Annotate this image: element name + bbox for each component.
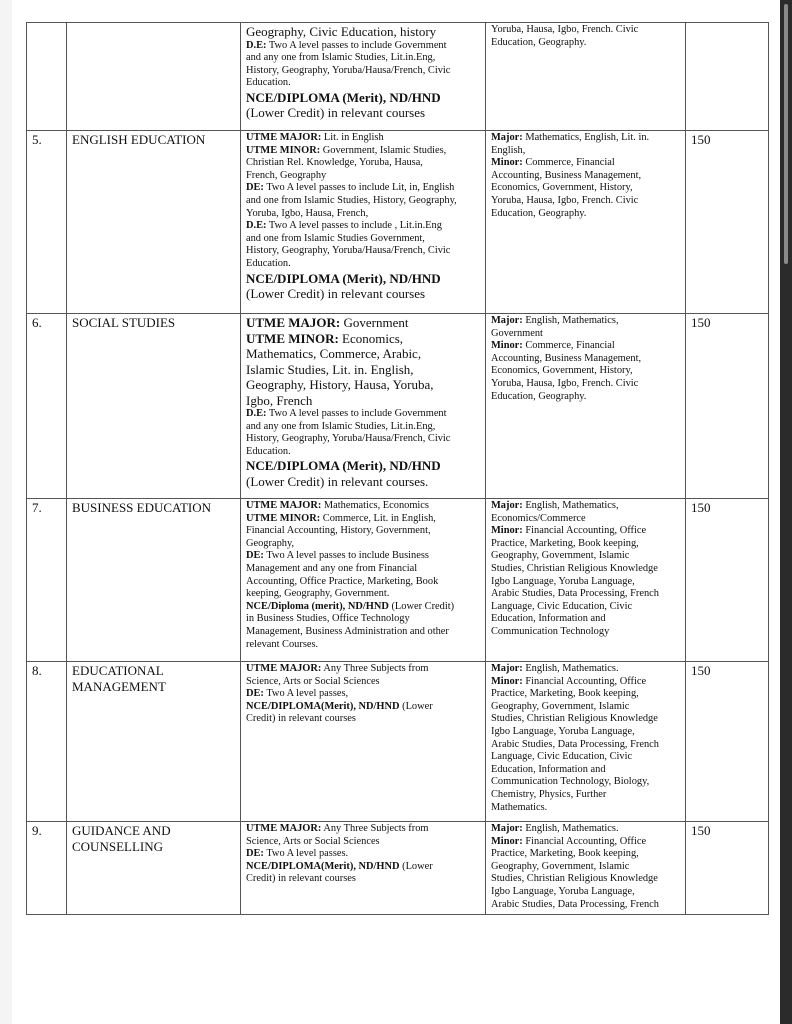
requirement-line: History, Geography, Yoruba/Hausa/French, Civic — [246, 64, 451, 76]
subject-line: Minor: Commerce, Financial — [491, 157, 615, 169]
subject-line: Economics/Commerce — [491, 512, 586, 524]
requirement-line: Management, Business Administration and other — [246, 625, 449, 637]
requirement-line: D.E: Two A level passes to include Government — [246, 39, 447, 51]
requirement-line: NCE/Diploma (merit), ND/HND (Lower Credit) — [246, 600, 455, 612]
requirement-line: Islamic Studies, Lit. in. English, — [246, 361, 414, 377]
subject-line: Yoruba, Hausa, Igbo, French. Civic — [491, 377, 639, 389]
programme-cell — [67, 23, 241, 131]
subject-line: Education, Geography. — [491, 36, 587, 48]
serial-number-cell — [27, 23, 67, 131]
requirement-line: Education. — [246, 257, 291, 269]
subject-line: Igbo Language, Yoruba Language, — [491, 885, 635, 897]
table-row — [27, 822, 769, 915]
requirement-line: UTME MAJOR: Any Three Subjects from — [246, 663, 429, 674]
requirement-line: and one from Islamic Studies, History, Geography, — [246, 194, 457, 206]
subject-line: Yoruba, Hausa, Igbo, French. Civic — [491, 194, 639, 206]
requirement-line: and any one from Islamic Studies, Lit.in.Eng, — [246, 420, 436, 432]
scrollbar-track[interactable] — [780, 0, 792, 1024]
subject-line: Arabic Studies, Data Processing, French — [491, 738, 659, 750]
subject-line: Education, Geography. — [491, 390, 587, 402]
requirement-line: D.E: Two A level passes to include Government — [246, 408, 447, 419]
requirement-line: Science, Arts or Social Sciences — [246, 835, 380, 847]
serial-number-cell: 5. — [27, 131, 67, 314]
requirement-line: Accounting, Office Practice, Marketing, Book — [246, 575, 439, 587]
page-margin — [0, 0, 12, 1024]
subject-line: Studies, Christian Religious Knowledge — [491, 873, 658, 885]
subject-line: Geography, Government, Islamic — [491, 700, 630, 712]
requirement-line: NCE/DIPLOMA (Merit), ND/HND — [246, 270, 441, 286]
requirement-line: NCE/DIPLOMA (Merit), ND/HND — [246, 89, 441, 105]
subject-line: Education, Information and — [491, 613, 606, 625]
olevel-subjects-cell — [486, 314, 686, 499]
requirement-line: Geography, — [246, 537, 295, 549]
subject-line: Arabic Studies, Data Processing, French — [491, 898, 659, 910]
table-row — [27, 314, 769, 499]
table-row — [27, 662, 769, 822]
requirement-line: DE: Two A level passes. — [246, 848, 349, 860]
requirement-line: DE: Two A level passes to include Lit, in, English — [246, 182, 455, 194]
subject-line: Geography, Government, Islamic — [491, 860, 630, 872]
requirement-line: and one from Islamic Studies Government, — [246, 232, 425, 244]
table-row — [27, 23, 769, 131]
requirement-line: UTME MAJOR: Any Three Subjects from — [246, 823, 429, 834]
table-body — [27, 23, 769, 915]
subject-line: English, — [491, 144, 526, 156]
subject-line: Major: English, Mathematics, — [491, 315, 619, 326]
programme-cell: ENGLISH EDUCATION — [67, 131, 241, 314]
admission-requirements-cell — [241, 662, 486, 822]
olevel-subjects-cell — [486, 23, 686, 131]
serial-number-cell: 9. — [27, 822, 67, 915]
subject-line: Studies, Christian Religious Knowledge — [491, 562, 658, 574]
subject-line: Practice, Marketing, Book keeping, — [491, 848, 639, 860]
subject-line: Communication Technology, Biology, — [491, 776, 650, 788]
requirement-line: Yoruba, Igbo, Hausa, French, — [246, 207, 369, 219]
subject-line: Accounting, Business Management, — [491, 352, 642, 364]
admission-requirements-cell — [241, 499, 486, 662]
requirement-line: in Business Studies, Office Technology — [246, 613, 410, 625]
requirement-line: UTME MAJOR: Mathematics, Economics — [246, 500, 429, 511]
requirement-line: UTME MINOR: Economics, — [246, 330, 404, 346]
requirement-line: DE: Two A level passes to include Business — [246, 550, 429, 562]
subject-line: Igbo Language, Yoruba Language, — [491, 575, 635, 587]
requirement-line: French, Geography — [246, 169, 327, 181]
olevel-subjects-cell — [486, 662, 686, 822]
requirement-line: keeping, Geography, Government. — [246, 588, 390, 600]
quota-cell: 150 — [686, 662, 769, 822]
requirement-line: UTME MAJOR: Lit. in English — [246, 132, 384, 143]
serial-number-cell: 6. — [27, 314, 67, 499]
requirement-line: History, Geography, Yoruba/Hausa/French, Civic — [246, 433, 451, 445]
serial-number-cell: 7. — [27, 499, 67, 662]
olevel-subjects-cell — [486, 131, 686, 314]
requirement-line: UTME MINOR: Government, Islamic Studies, — [246, 144, 447, 156]
requirement-line: Igbo, French — [246, 392, 313, 408]
subject-line: Education, Information and — [491, 763, 606, 775]
requirement-line: NCE/DIPLOMA(Merit), ND/HND (Lower — [246, 700, 433, 712]
subject-line: Major: English, Mathematics, — [491, 500, 619, 511]
subject-line: Minor: Financial Accounting, Office — [491, 525, 647, 537]
subject-line: Major: English, Mathematics. — [491, 823, 619, 834]
subject-line: Major: Mathematics, English, Lit. in. — [491, 132, 650, 143]
quota-cell: 150 — [686, 314, 769, 499]
subject-line: Yoruba, Hausa, Igbo, French. Civic — [491, 24, 639, 35]
subject-line: Minor: Financial Accounting, Office — [491, 835, 647, 847]
programme-cell: EDUCATIONAL MANAGEMENT — [67, 662, 241, 822]
requirement-line: Credit) in relevant courses — [246, 713, 356, 725]
subject-line: Mathematics. — [491, 801, 548, 813]
requirement-line: D.E: Two A level passes to include , Lit.in.Eng — [246, 220, 442, 232]
subject-line: Language, Civic Education, Civic — [491, 600, 633, 612]
requirement-line: DE: Two A level passes, — [246, 688, 349, 700]
scrollbar-thumb[interactable] — [784, 4, 788, 264]
requirement-line: (Lower Credit) in relevant courses. — [246, 473, 429, 489]
subject-line: Arabic Studies, Data Processing, French — [491, 588, 659, 600]
requirement-line: Management and any one from Financial — [246, 562, 418, 574]
subject-line: Language, Civic Education, Civic — [491, 751, 633, 763]
subject-line: Education, Geography. — [491, 207, 587, 219]
requirement-line: Geography, History, Hausa, Yoruba, — [246, 377, 434, 392]
subject-line: Igbo Language, Yoruba Language, — [491, 725, 635, 737]
subject-line: Geography, Government, Islamic — [491, 550, 630, 562]
subject-line: Accounting, Business Management, — [491, 169, 642, 181]
admission-requirements-cell — [241, 314, 486, 499]
quota-cell: 150 — [686, 499, 769, 662]
admission-requirements-cell — [241, 131, 486, 314]
requirement-line: Education. — [246, 445, 291, 457]
quota-cell — [686, 23, 769, 131]
requirement-line: Science, Arts or Social Sciences — [246, 675, 380, 687]
requirement-line: Education. — [246, 77, 291, 89]
requirement-line: Financial Accounting, History, Government, — [246, 525, 431, 537]
table-row — [27, 499, 769, 662]
programme-cell: SOCIAL STUDIES — [67, 314, 241, 499]
olevel-subjects-cell — [486, 822, 686, 915]
subject-line: Economics, Government, History, — [491, 182, 633, 194]
subject-line: Major: English, Mathematics. — [491, 663, 619, 674]
subject-line: Government — [491, 327, 543, 339]
table-row — [27, 131, 769, 314]
programme-cell: GUIDANCE AND COUNSELLING — [67, 822, 241, 915]
admission-requirements-cell — [241, 822, 486, 915]
requirement-line: NCE/DIPLOMA(Merit), ND/HND (Lower — [246, 860, 433, 872]
requirement-line: UTME MINOR: Commerce, Lit. in English, — [246, 512, 436, 524]
olevel-subjects-cell — [486, 499, 686, 662]
quota-cell: 150 — [686, 131, 769, 314]
subject-line: Communication Technology — [491, 625, 610, 637]
requirement-line: History, Geography, Yoruba/Hausa/French, Civic — [246, 245, 451, 257]
requirement-line: (Lower Credit) in relevant courses — [246, 286, 426, 302]
requirement-line: Credit) in relevant courses — [246, 873, 356, 885]
subject-line: Economics, Government, History, — [491, 365, 633, 377]
requirement-line: Christian Rel. Knowledge, Yoruba, Hausa, — [246, 157, 423, 169]
requirement-line: Mathematics, Commerce, Arabic, — [246, 346, 422, 361]
quota-cell: 150 — [686, 822, 769, 915]
requirement-line: Geography, Civic Education, history — [246, 24, 437, 39]
subject-line: Minor: Financial Accounting, Office — [491, 675, 647, 687]
requirements-table — [26, 22, 769, 915]
subject-line: Practice, Marketing, Book keeping, — [491, 537, 639, 549]
subject-line: Practice, Marketing, Book keeping, — [491, 688, 639, 700]
programme-cell: BUSINESS EDUCATION — [67, 499, 241, 662]
subject-line: Studies, Christian Religious Knowledge — [491, 713, 658, 725]
requirement-line: (Lower Credit) in relevant courses — [246, 105, 426, 121]
requirement-line: NCE/DIPLOMA (Merit), ND/HND — [246, 458, 441, 474]
admission-requirements-cell — [241, 23, 486, 131]
subject-line: Minor: Commerce, Financial — [491, 340, 615, 352]
requirement-line: and any one from Islamic Studies, Lit.in.Eng, — [246, 52, 436, 64]
requirement-line: relevant Courses. — [246, 638, 319, 650]
serial-number-cell: 8. — [27, 662, 67, 822]
requirement-line: UTME MAJOR: Government — [246, 315, 409, 330]
subject-line: Chemistry, Physics, Further — [491, 788, 607, 800]
